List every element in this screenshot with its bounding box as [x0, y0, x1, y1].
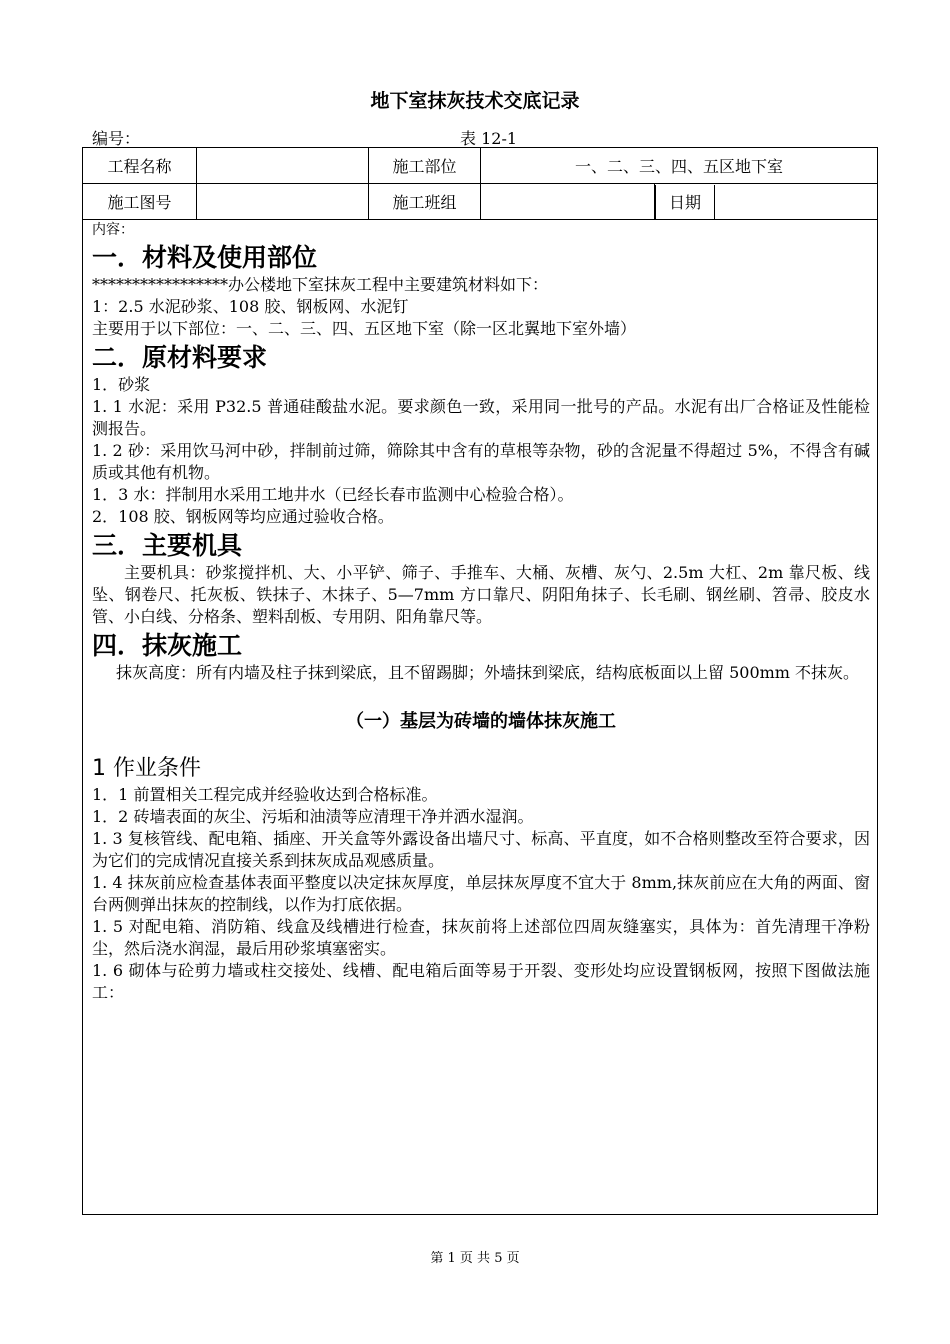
section-4-heading: 四．抹灰施工	[92, 631, 243, 660]
construction-part-label: 施工部位	[369, 148, 481, 184]
condition-item: 1. 3 复核管线、配电箱、插座、开关盒等外露设备出墙尺寸、标高、平直度，如不合格则整改至符合要求，因为它们的完成情况直接关系到抹灰成品观感质量。	[92, 829, 870, 870]
page-footer: 第 1 页 共 5 页	[430, 1251, 520, 1266]
drawing-no-label: 施工图号	[83, 184, 197, 220]
condition-item: 1. 6 砌体与砼剪力墙或柱交接处、线槽、配电箱后面等易于开裂、变形处均应设置钢板网，按照下图做法施工：	[92, 961, 870, 1002]
section-1-heading: 一．材料及使用部位	[92, 243, 318, 272]
construction-part-value[interactable]: 一、二、三、四、五区地下室	[481, 148, 878, 184]
section-1-paragraph: 1：2.5 水泥砂浆、108 胶、钢板网、水泥钉	[92, 297, 409, 316]
project-name-value[interactable]	[197, 148, 369, 184]
condition-item: 1．1 前置相关工程完成并经验收达到合格标准。	[92, 785, 438, 804]
form-number: 表 12-1	[460, 129, 518, 148]
team-value[interactable]	[481, 184, 655, 220]
project-name-label: 工程名称	[83, 148, 197, 184]
date-label: 日期	[655, 185, 715, 219]
number-label: 编号：	[92, 129, 141, 148]
section-4-paragraph: 抹灰高度：所有内墙及柱子抹到梁底，且不留踢脚；外墙抹到梁底，结构底板面以上留 500mm 不抹灰。	[116, 663, 860, 682]
section-2-paragraph: 1. 1 水泥：采用 P32.5 普通硅酸盐水泥。要求颜色一致，采用同一批号的产品。水泥有出厂合格证及性能检测报告。	[92, 397, 870, 438]
section-3-heading: 三．主要机具	[92, 531, 243, 560]
content-area	[92, 220, 870, 1004]
header-row-2	[83, 184, 878, 220]
header-table	[82, 147, 878, 220]
drawing-no-value[interactable]	[197, 184, 369, 220]
team-label: 施工班组	[369, 184, 481, 220]
content-label: 内容：	[92, 222, 134, 238]
section-2-paragraph: 1．3 水：拌制用水采用工地井水（已经长春市监测中心检验合格）。	[92, 485, 574, 504]
section-1-paragraph: *****************办公楼地下室抹灰工程中主要建筑材料如下：	[92, 275, 549, 294]
subsection-heading: （一）基层为砖墙的墙体抹灰施工	[346, 711, 616, 732]
section-2-paragraph: 1．砂浆	[92, 375, 151, 394]
condition-item: 1．2 砖墙表面的灰尘、污垢和油渍等应清理干净并洒水湿润。	[92, 807, 534, 826]
section-1-paragraph: 主要用于以下部位：一、二、三、四、五区地下室（除一区北翼地下室外墙）	[92, 319, 637, 338]
date-value[interactable]	[715, 185, 877, 219]
header-row-1	[83, 148, 878, 184]
condition-item: 1. 4 抹灰前应检查基体表面平整度以决定抹灰厚度，单层抹灰厚度不宜大于 8mm,抹灰前应在大角的两面、窗台两侧弹出抹灰的控制线，以作为打底依据。	[92, 873, 870, 914]
section-2-paragraph: 2．108 胶、钢板网等均应通过验收合格。	[92, 507, 394, 526]
section-2-heading: 二．原材料要求	[92, 343, 268, 372]
document-title: 地下室抹灰技术交底记录	[370, 90, 580, 112]
condition-item: 1. 5 对配电箱、消防箱、线盒及线槽进行检查，抹灰前将上述部位四周灰缝塞实，具体为：首先清理干净粉尘，然后浇水润湿，最后用砂浆填塞密实。	[92, 917, 870, 958]
work-conditions-heading: 1 作业条件	[92, 756, 201, 781]
section-2-paragraph: 1. 2 砂：采用饮马河中砂，拌制前过筛，筛除其中含有的草根等杂物，砂的含泥量不得超过 5%，不得含有碱质或其他有机物。	[92, 441, 870, 482]
section-3-paragraph: 主要机具：砂浆搅拌机、大、小平铲、筛子、手推车、大桶、灰槽、灰勺、2.5m 大杠、2m 靠尺板、线坠、钢卷尺、托灰板、铁抹子、木抹子、5—7mm 方口靠尺、阴阳角抹子、长毛刷、钢丝刷、笤帚、胶皮水管、小白线、分格条、塑料刮板、专用阴、阳角靠尺等。	[92, 563, 870, 626]
date-cell	[655, 184, 878, 220]
